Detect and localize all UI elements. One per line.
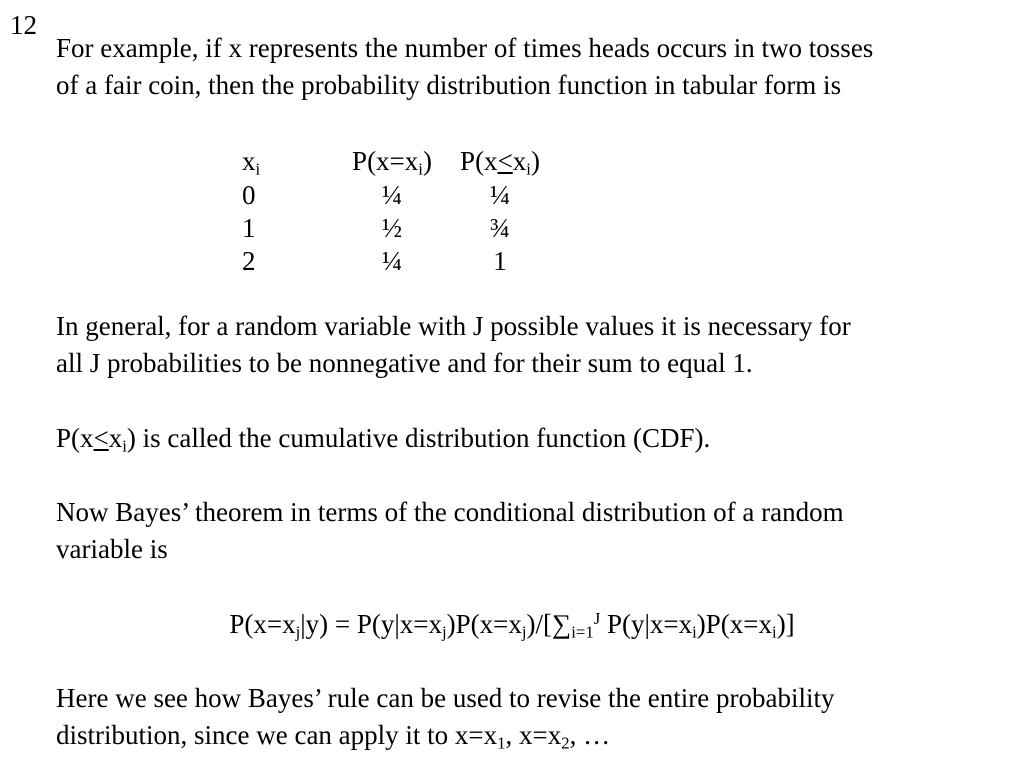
- bayes-intro-paragraph: [56, 494, 1006, 568]
- general-line-1: In general, for a random variable with J possible values it is necessary for: [56, 311, 851, 341]
- general-paragraph: [56, 308, 1006, 382]
- page-number: 12: [10, 10, 37, 40]
- cdf-paragraph: $P(x<x_i)$ is called the cumulative distribution function (CDF).: [56, 423, 711, 456]
- cell-x: 0: [242, 180, 256, 210]
- intro-paragraph: [56, 30, 1006, 104]
- cell-cumulative: ¾: [489, 213, 511, 243]
- cell-x: 1: [242, 213, 256, 243]
- closing-paragraph: [56, 680, 1006, 754]
- table-row: [242, 212, 548, 245]
- intro-line-1: For example, if x represents the number of times heads occurs in two tosses: [56, 33, 874, 63]
- bayes-formula: $P(x=x_j|y) = P(y|x=x_j)P(x=x_j)/[\sum_{i=1}^J$ $P(y|x=x_i)P(x=x_i)$]: [229, 608, 795, 642]
- cell-x: 2: [242, 246, 256, 276]
- table-header-row: [242, 143, 548, 179]
- table-row: [242, 245, 548, 278]
- cell-cumulative: ¼: [489, 180, 511, 210]
- cell-probability: ¼: [381, 180, 403, 210]
- bayes-intro-line-2: variable is: [56, 534, 168, 564]
- intro-line-2: of a fair coin, then the probability distribution function in tabular form is: [56, 70, 842, 100]
- header-x: $x_i$: [242, 146, 261, 179]
- cell-cumulative: 1: [493, 246, 507, 276]
- table-row: [242, 179, 548, 212]
- closing-line-2: distribution, since we can apply it to $x=x_1$, $x=x_2$, …: [56, 720, 611, 753]
- probability-distribution-table: [242, 143, 548, 278]
- closing-line-1: Here we see how Bayes’ rule can be used to revise the entire probability: [56, 683, 835, 713]
- cell-probability: ½: [381, 213, 403, 243]
- header-probability: $P(x=x_i)$: [352, 146, 432, 179]
- header-cumulative: $P(x<x_i)$: [460, 146, 540, 179]
- general-line-2: all J probabilities to be nonnegative and for their sum to equal 1.: [56, 348, 753, 378]
- bayes-intro-line-1: Now Bayes’ theorem in terms of the conditional distribution of a random: [56, 497, 844, 527]
- cell-probability: ¼: [381, 246, 403, 276]
